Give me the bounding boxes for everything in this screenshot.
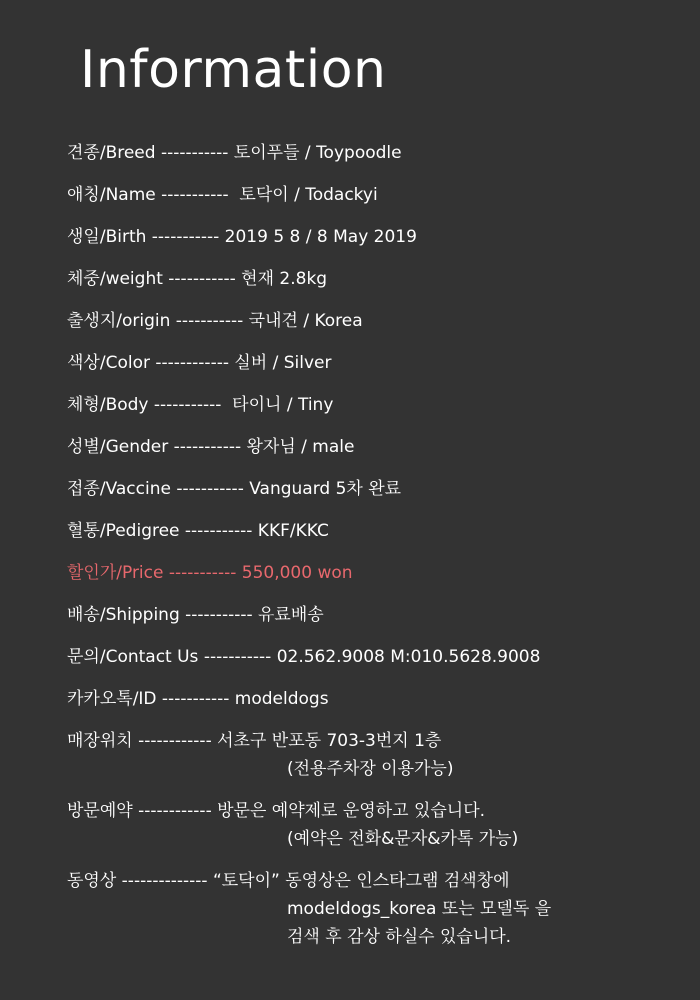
- info-row-birth: 생일/Birth ----------- 2019 5 8 / 8 May 2019: [67, 227, 417, 247]
- info-row-visit-reservation: 방문예약 ------------ 방문은 예약제로 운영하고 있습니다.: [67, 801, 486, 821]
- info-row-store-location: 매장위치 ------------ 서초구 반포동 703-3번지 1층: [67, 731, 442, 751]
- info-row-breed: 견종/Breed ----------- 토이푸들 / Toypoodle: [67, 143, 402, 163]
- info-row-body: 체형/Body ----------- 타이니 / Tiny: [67, 395, 334, 415]
- info-row-color: 색상/Color ------------ 실버 / Silver: [67, 353, 332, 373]
- video-note-line-1: modeldogs_korea 또는 모델독 을: [287, 899, 552, 919]
- info-row-origin: 출생지/origin ----------- 국내견 / Korea: [67, 311, 363, 331]
- reservation-note: (예약은 전화&문자&카톡 가능): [287, 829, 519, 849]
- info-row-kakao-id: 카카오톡/ID ----------- modeldogs: [67, 689, 329, 709]
- info-row-shipping: 배송/Shipping ----------- 유료배송: [67, 605, 324, 625]
- video-note-line-2: 검색 후 감상 하실수 있습니다.: [287, 927, 512, 947]
- info-row-contact: 문의/Contact Us ----------- 02.562.9008 M:010.5628.9008: [67, 647, 541, 667]
- info-row-pedigree: 혈통/Pedigree ----------- KKF/KKC: [67, 521, 329, 541]
- parking-note: (전용주차장 이용가능): [287, 759, 454, 779]
- info-row-vaccine: 접종/Vaccine ----------- Vanguard 5차 완료: [67, 479, 402, 499]
- info-row-name: 애칭/Name ----------- 토닥이 / Todackyi: [67, 185, 378, 205]
- page-title: Information: [80, 40, 387, 100]
- info-row-gender: 성별/Gender ----------- 왕자님 / male: [67, 437, 355, 457]
- info-row-price: 할인가/Price ----------- 550,000 won: [67, 563, 353, 583]
- info-row-weight: 체중/weight ----------- 현재 2.8kg: [67, 269, 328, 289]
- info-row-video: 동영상 -------------- “토닥이” 동영상은 인스타그램 검색창에: [67, 871, 510, 891]
